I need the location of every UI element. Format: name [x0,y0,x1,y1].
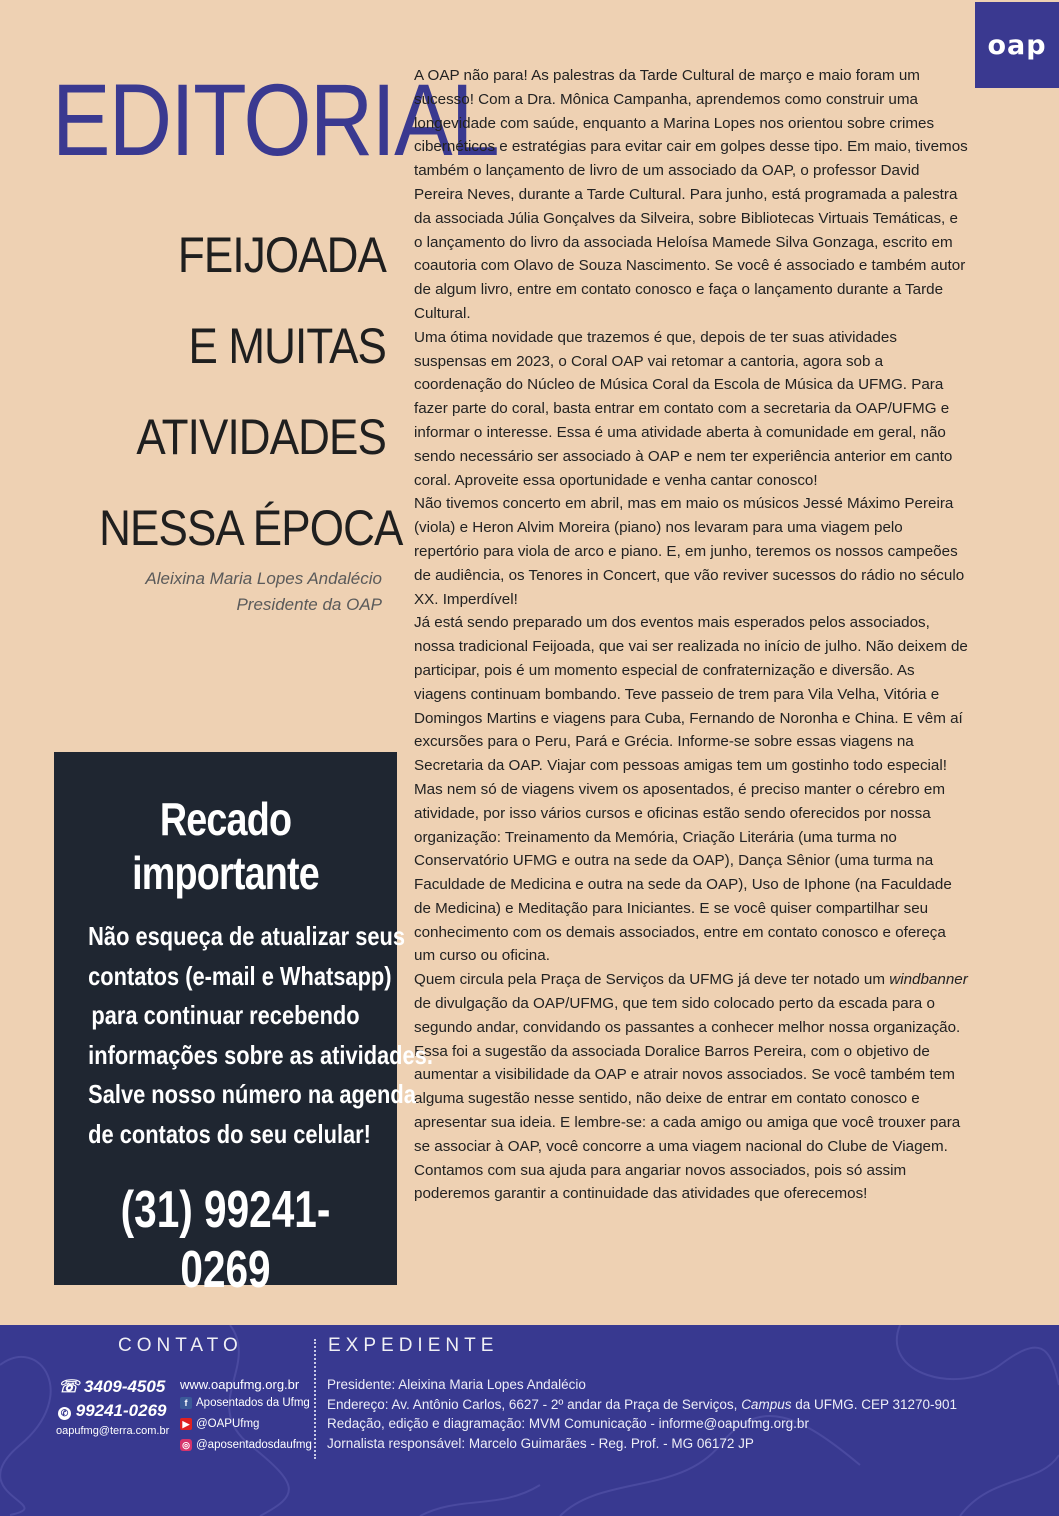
facebook-link[interactable] [180,1397,310,1409]
expediente-redacao: Redação, edição e diagramação: MVM Comunicação - informe@oapufmg.org.br [327,1416,809,1431]
youtube-link[interactable] [180,1418,259,1430]
oap-logo-text: oap [987,29,1047,61]
whatsapp-icon: ✆ [58,1407,71,1420]
author-signature [60,566,382,618]
phone-icon: ☏ [58,1377,80,1396]
instagram-icon: ◎ [180,1439,192,1451]
endereco-text: da UFMG. CEP 31270-901 [791,1396,958,1412]
footer-divider [314,1339,316,1459]
notice-box [54,752,433,1299]
expediente-info [327,1375,957,1453]
notice-message [88,917,433,1154]
youtube-icon: ▶ [180,1418,192,1430]
phone-number: 3409-4505 [84,1377,166,1396]
notice-phone-number: (31) 99241-0269 [120,1181,331,1299]
youtube-label: @OAPUfmg [196,1418,260,1430]
expediente-presidente: Presidente: Aleixina Maria Lopes Andalécio [327,1377,586,1392]
article-text: Quem circula pela Praça de Serviços da UFMG já deve ter notado um [414,971,890,989]
article-italic-term: windbanner [889,971,968,989]
website-link[interactable]: www.oapufmg.org.br [180,1377,300,1392]
author-name: Aleixina Maria Lopes Andalécio [145,569,382,588]
article-text: de divulgação da OAP/UFMG, que tem sido colocado perto da escada para o segundo andar, convidando os passantes a conhecer melhor nossa organização. Essa foi a sugestão da associada Doralice Barros Pereira, com o objetivo de aumentar a visibilidade da OAP e atrair novos associados. Se você também tem alguma sugestão nesse sentido, não deixe de entrar em contato conosco e apresentar sua ideia. E lembre-se: a cada amigo ou amiga que você trouxer para se associar à OAP, você concorre a uma viagem nacional do Clube de Viagem. Contamos com sua ajuda para angariar novos associados, pois só assim poderemos garantir a continuidade das atividades que oferecemos! [414,995,961,1203]
article-paragraph: Já está sendo preparado um dos eventos mais esperados pelos associados, nossa tradicional Feijoada, que vai ser realizada no início de julho. Não deixem de participar, pois é um momento especial de confraternização e diversão. As viagens continuam bombando. Teve passeio de trem para Vila Velha, Vitória e Domingos Martins e viagens para Cuba, Fernando de Noronha e China. E vêm aí excursões para o Peru, Pará e Grécia. Informe-se sobre essas viagens na Secretaria da OAP. Viajar com pessoas amigas tem um gostinho todo especial! Mas nem só de viagens vivem os aposentados, é preciso manter o cérebro em atividade, por isso vários cursos e oficinas estão sendo oferecidos por nossa organização: Treinamento da Memória, Criação Literária (uma turma no Conservatório UFMG e outra na sede da OAP), Dança Sênior (uma turma na Faculdade de Medicina e outra na sede da OAP), Uso de Iphone (na Faculdade de Medicina) e Meditação para Iniciantes. E se você quiser compartilhar seu conhecimento com os demais associados, entre em contato conosco e ofereça um curso ou oficina. [414,614,968,965]
endereco-text: Endereço: Av. Antônio Carlos, 6627 - 2º andar da Praça de Serviços, [327,1396,742,1412]
notice-line: Não esqueça de atualizar seus [88,921,405,951]
instagram-link[interactable] [180,1439,312,1451]
oap-logo-badge [975,2,1059,88]
notice-line: de contatos do seu celular! [88,1118,371,1149]
instagram-label: @aposentadosdaufmg [196,1439,312,1451]
notice-line: para continuar recebendo [91,1000,360,1030]
article-paragraph: Uma ótima novidade que trazemos é que, depois de ter suas atividades suspensas em 2023, o Coral OAP vai retomar a cantoria, agora sob a coordenação do Núcleo de Música Coral da Escola de Música da UFMG. Para fazer parte do coral, basta entrar em contato com a secretaria da OAP/UFMG e informar o interesse. Essa é uma atividade aberta à comunidade em geral, não sendo necessário ser associado à OAP e nem ter experiência anterior em canto coral. Aproveite essa oportunidade e venha cantar conosco! [414,328,953,489]
expediente-jornalista: Jornalista responsável: Marcelo Guimarães - Reg. Prof. - MG 06172 JP [327,1435,754,1451]
facebook-icon: f [180,1397,192,1409]
facebook-label: Aposentados da Ufmg [196,1397,310,1409]
section-title: EDITORIAL [52,63,499,177]
whatsapp-number: 99241-0269 [75,1401,167,1420]
phone-contact[interactable] [58,1377,165,1397]
notice-line: Salve nosso número na agenda [88,1079,416,1109]
expediente-endereco [327,1395,957,1415]
headline-line: ATIVIDADES [136,409,386,465]
expediente-heading: EXPEDIENTE [328,1335,499,1356]
author-role: Presidente da OAP [236,595,382,614]
headline-line: FEIJOADA [177,227,386,283]
article-paragraph: Não tivemos concerto em abril, mas em maio os músicos Jessé Máximo Pereira (viola) e Heron Alvim Moreira (piano) nos levaram para uma viagem pelo repertório para viola de arco e piano. E, em junho, teremos os nossos campeões de audiência, os Tenores in Concert, que vão reviver sucessos do rádio no século XX. Imperdível! [414,495,965,608]
article-body [414,64,968,1206]
email-link[interactable]: oapufmg@terra.com.br [56,1425,170,1437]
headline-line: NESSA ÉPOCA [99,500,403,556]
whatsapp-contact[interactable] [58,1401,167,1421]
notice-title: Recado importante [132,793,319,899]
headline [60,210,403,574]
article-paragraph [414,968,968,1206]
contato-heading: CONTATO [118,1335,243,1356]
notice-line: informações sobre as atividades. [88,1039,433,1070]
headline-line: E MUITAS [188,318,386,374]
notice-line: contatos (e-mail e Whatsapp) [88,960,392,991]
footer [0,1325,1059,1516]
endereco-italic: Campus [741,1396,792,1412]
article-paragraph: A OAP não para! As palestras da Tarde Cultural de março e maio foram um sucesso! Com a Dra. Mônica Campanha, aprendemos como construir uma longevidade com saúde, enquanto a Marina Lopes nos orientou sobre crimes cibernéticos e estratégias para evitar cair em golpes desse tipo. Em maio, tivemos também o lançamento de livro de um associado da OAP, o professor David Pereira Neves, durante a Tarde Cultural. Para junho, está programada a palestra da associada Júlia Gonçalves da Silveira, sobre Bibliotecas Virtuais Temáticas, e o lançamento do livro da associada Heloísa Mamede Silva Gonzaga, escrito em coautoria com Olavo de Souza Nascimento. Se você é associado e também autor de algum livro, entre em contato conosco e faça o lançamento durante a Tarde Cultural. [414,67,968,322]
